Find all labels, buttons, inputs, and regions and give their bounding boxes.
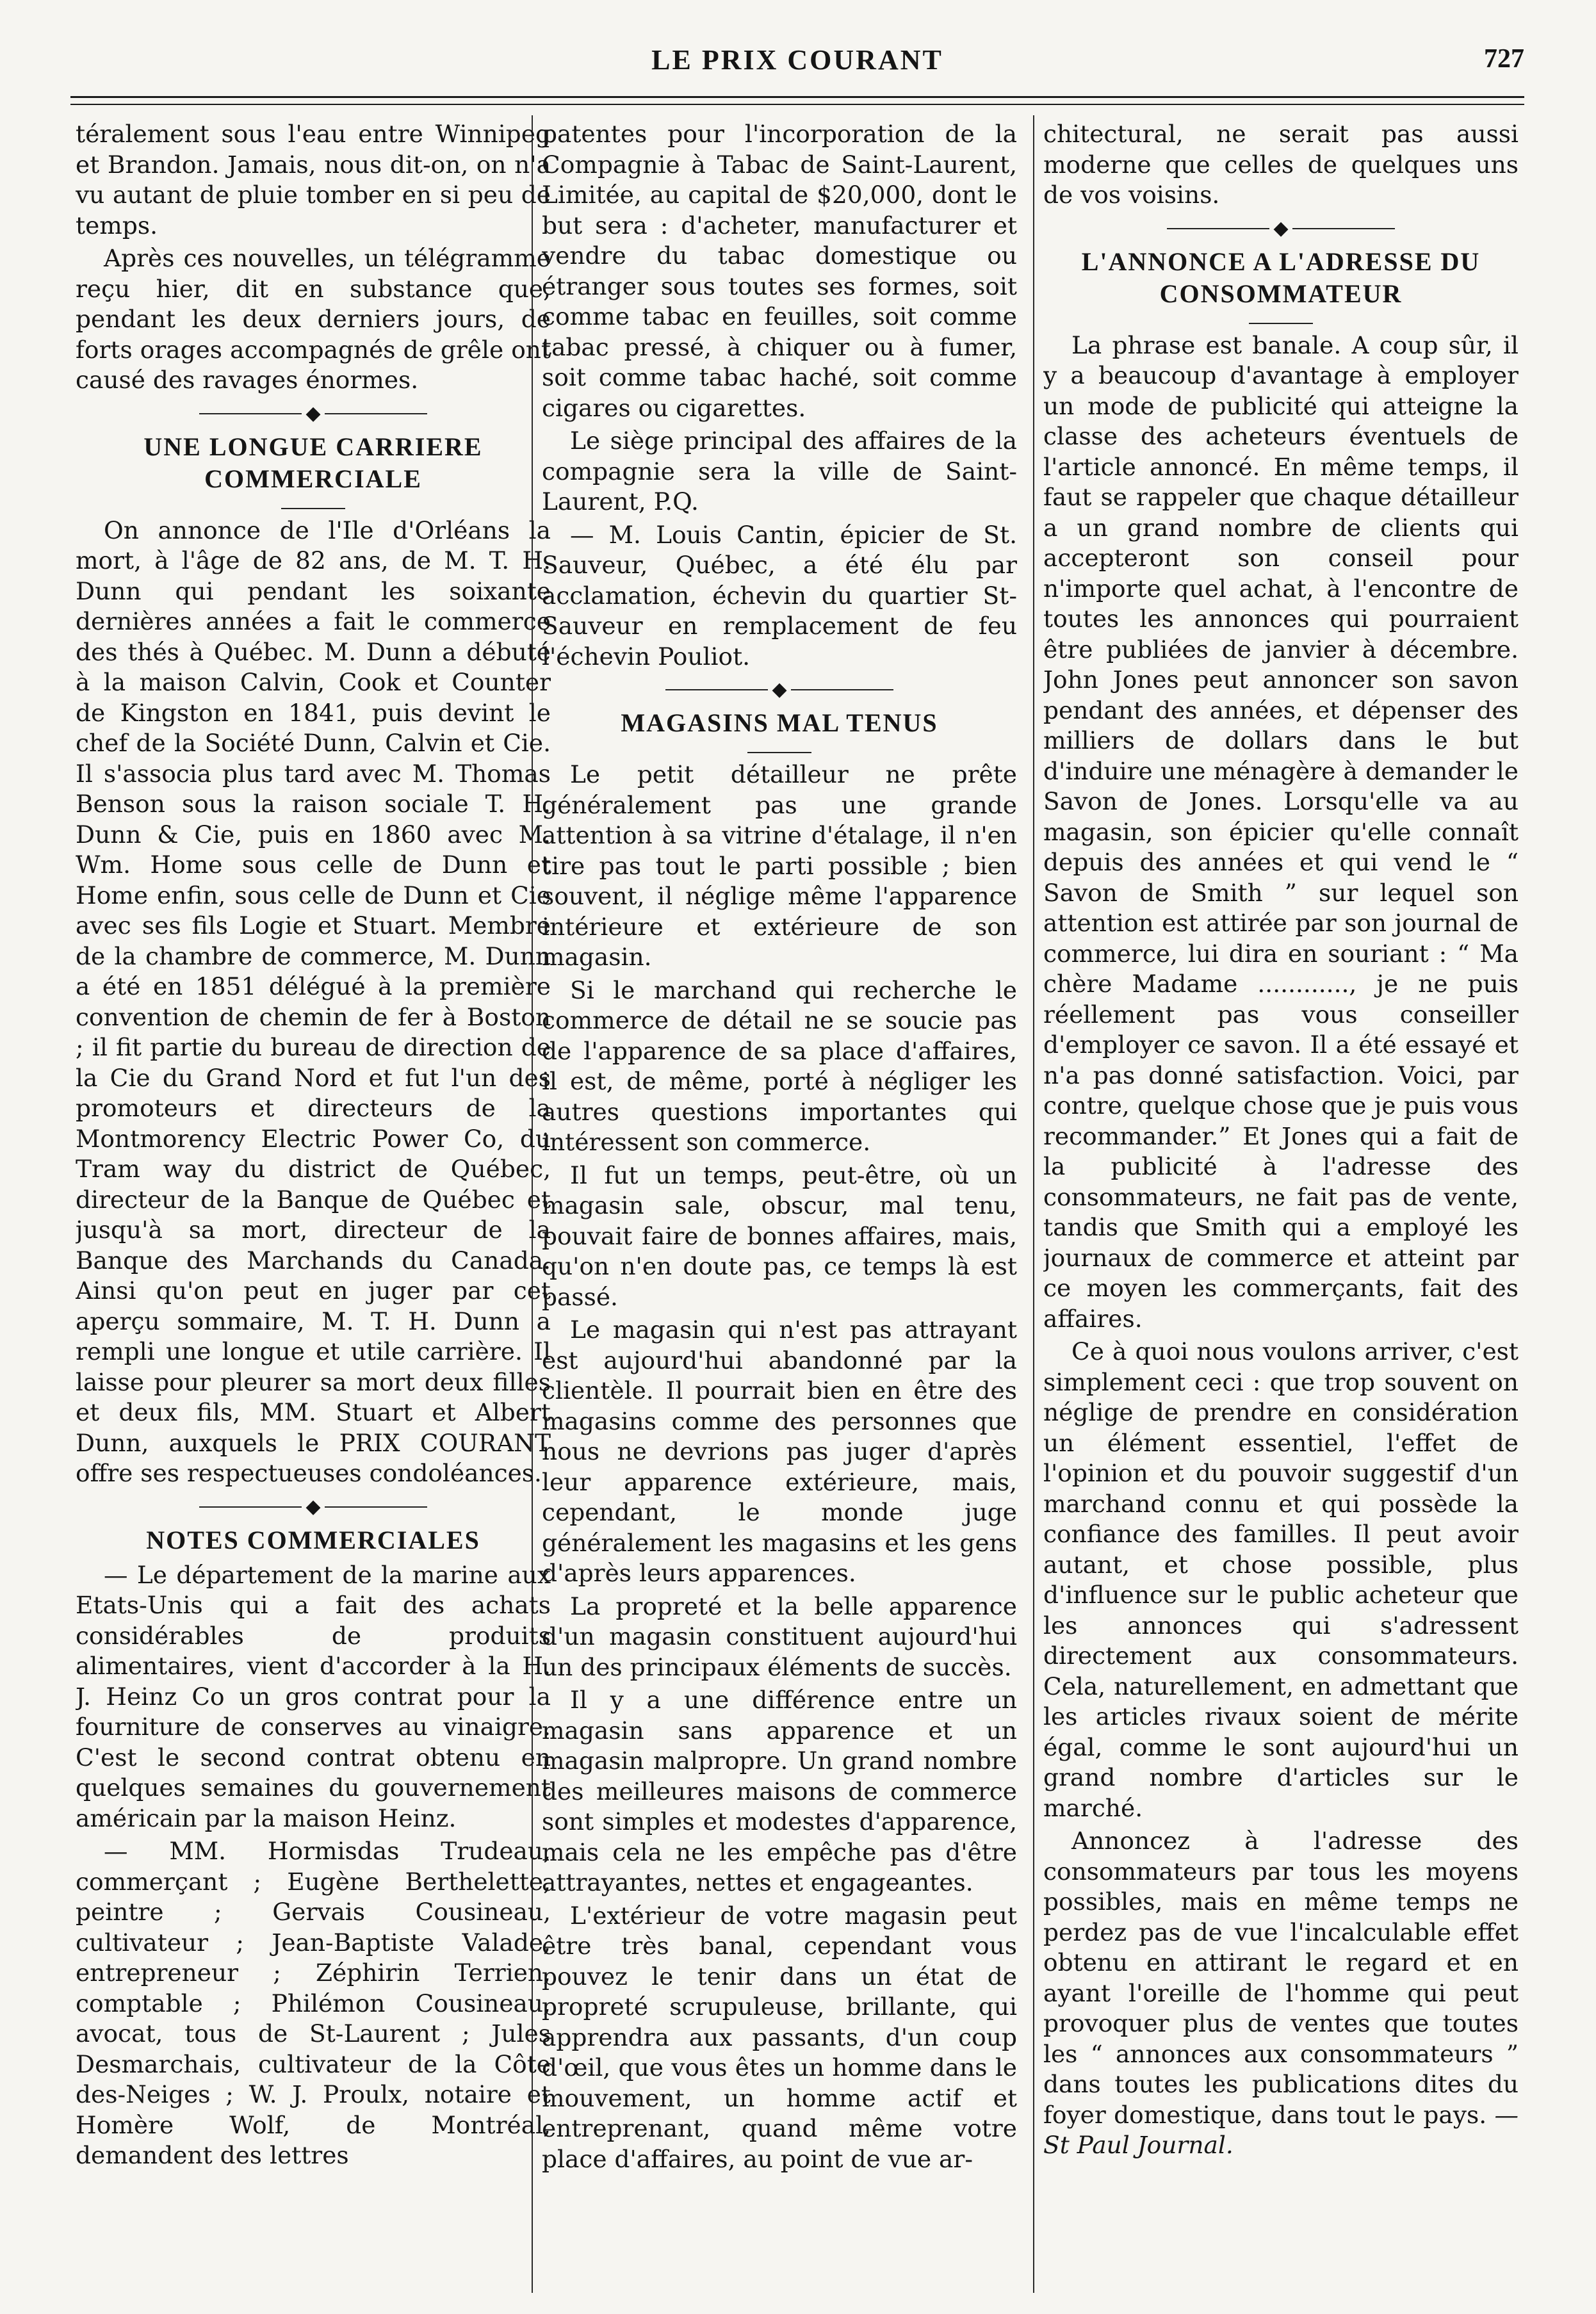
paragraph: Le magasin qui n'est pas attrayant est aujourd'hui abandonné par la clientèle. Il pourrait bien en être des magasins comme des personnes que nous ne devrions pas juger d'après leur apparence extérieure, mais, cependant, le monde juge généralement les magasins et les gens d'après leurs apparences.	[542, 1316, 1017, 1587]
ornament-diamond: ◆	[772, 678, 787, 701]
paragraph: Il y a une différence entre un magasin sans apparence et un magasin malpropre. Un grand nombre des meilleures maisons de commerce sont simples et modestes d'apparence, mais cela ne les empêche pas d'être attrayantes, nettes et engageantes.	[542, 1686, 1017, 1896]
heading-rule	[76, 496, 551, 509]
header-rule-top	[70, 96, 1524, 98]
paragraph-text: Annoncez à l'adresse des consommateurs par tous les moyens possibles, mais en même temps ne perdez pas de vue l'incalculable effet obtenu en attirant le regard et en ayant l'oreille de l'homme qui peut provoquer plus de ventes que toutes les “ annonces aux consommateurs ” dans toutes les publications dites du foyer domestique, dans tout le pays.	[1043, 1827, 1519, 2129]
column-divider-2	[1033, 115, 1034, 2293]
paragraph: Le petit détailleur ne prête généralement pas une grande attention à sa vitrine d'étalage, il n'en tire pas tout le parti possible ; bien souvent, il néglige même l'apparence intérieure et extérieure de son magasin.	[542, 760, 1017, 971]
section-ornament	[1043, 216, 1519, 241]
paragraph: La phrase est banale. A coup sûr, il y a beaucoup d'avantage à employer un mode de publicité qui atteigne la classe des acheteurs éventuels de l'article annoncé. En même temps, il faut se rappeler que chaque détailleur a un grand nombre de clients qui accepteront son conseil pour n'importe quel achat, à l'encontre de toutes les annonces qui pourraient être publiées de janvier à décembre. John Jones peut annoncer son savon pendant des années, et dépenser des milliers de dollars dans le but d'induire une ménagère à demander le Savon de Jones. Lorsqu'elle va au magasin, son épicier qu'elle connaît depuis des années et qui vend le “ Savon de Smith ” sur lequel son attention est attirée par son journal de commerce, lui dira en souriant : “ Ma chère Madame ............, je ne puis réellement pas vous conseiller d'employer ce savon. Il a été essayé et n'a pas donné satisfaction. Voici, par contre, quelque chose que je puis vous recommander.” Et Jones qui a fait de la publicité à l'adresse des consommateurs, ne fait pas de vente, tandis que Smith qui a employé les journaux de commerce et atteint par ce moyen les commerçants, fait des affaires.	[1043, 330, 1519, 1333]
heading-rule	[542, 740, 1017, 753]
article-heading: NOTES COMMERCIALES	[146, 1525, 480, 1554]
paragraph: téralement sous l'eau entre Winnipeg et Brandon. Jamais, nous dit-on, on n'a vu autant de pluie tomber en si peu de temps.	[76, 120, 551, 240]
paragraph: patentes pour l'incorporation de la Compagnie à Tabac de Saint-Laurent, Limitée, au capital de $20,000, dont le but sera : d'acheter, manufacturer et vendre du tabac domestique ou étranger sous toutes ses formes, soit comme tabac en feuilles, soit comme tabac pressé, à chiquer ou à fumer, soit comme tabac haché, soit comme cigares ou cigarettes.	[542, 120, 1017, 422]
article-heading: L'ANNONCE A L'ADRESSE DU CONSOMMATEUR	[1081, 247, 1481, 308]
ornament-diamond: ◆	[305, 1495, 321, 1518]
paragraph: Si le marchand qui recherche le commerce de détail ne se soucie pas de l'apparence de sa place d'affaires, il est, de même, porté à négliger les autres questions importantes qui intéressent son commerce.	[542, 975, 1017, 1156]
paragraph: Le siège principal des affaires de la compagnie sera la ville de Saint-Laurent, P.Q.	[542, 427, 1017, 516]
section-ornament	[76, 1494, 551, 1519]
paragraph: chitectural, ne serait pas aussi moderne que celles de quelques uns de vos voisins.	[1043, 120, 1519, 209]
heading-rule	[1043, 311, 1519, 324]
journal-title: LE PRIX COURANT	[651, 44, 943, 76]
paragraph: Après ces nouvelles, un télégramme reçu hier, dit en substance que, pendant les deux derniers jours, de forts orages accompagnés de grêle ont causé des ravages énormes.	[76, 244, 551, 394]
ornament-diamond: ◆	[305, 402, 321, 425]
article-heading: MAGASINS MAL TENUS	[621, 708, 938, 737]
page-number: 727	[1484, 44, 1524, 74]
source-signature: — St Paul Journal.	[1043, 2100, 1519, 2159]
article-heading: UNE LONGUE CARRIERE COMMERCIALE	[143, 432, 483, 493]
paragraph: — M. Louis Cantin, épicier de St. Sauveur, Québec, a été élu par acclamation, échevin du quartier St-Sauveur en remplacement de feu l'échevin Pouliot.	[542, 520, 1017, 671]
column-2	[542, 119, 1017, 2284]
paragraph: On annonce de l'Ile d'Orléans la mort, à l'âge de 82 ans, de M. T. H. Dunn qui pendant les soixante dernières années a fait le commerce des thés à Québec. M. Dunn a débuté à la maison Calvin, Cook et Counter de Kingston en 1841, puis devint le chef de la Société Dunn, Calvin et Cie. Il s'associa plus tard avec M. Thomas Benson sous la raison sociale T. H. Dunn & Cie, puis en 1860 avec M. Wm. Home sous celle de Dunn et Home enfin, sous celle de Dunn et Cie avec ses fils Logie et Stuart. Membre de la chambre de commerce, M. Dunn a été en 1851 délégué à la première convention de chemin de fer à Boston ; il fit partie du bureau de direction de la Cie du Grand Nord et fut l'un des promoteurs et directeurs de la Montmorency Electric Power Co, du Tram way du district de Québec, directeur de la Banque de Québec et jusqu'à sa mort, directeur de la Banque des Marchands du Canada. Ainsi qu'on peut en juger par cet aperçu sommaire, M. T. H. Dunn a rempli une longue et utile carrière. Il laisse pour pleurer sa mort deux filles et deux fils, MM. Stuart et Albert Dunn, auxquels le PRIX COURANT offre ses respectueuses condoléances.	[76, 516, 551, 1487]
column-1	[76, 119, 551, 2284]
page-header	[70, 40, 1524, 91]
paragraph	[1043, 1826, 1519, 2161]
header-rule-bottom	[70, 104, 1524, 105]
paragraph: — Le département de la marine aux Etats-Unis qui a fait des achats considérables de produits alimentaires, vient d'accorder à la H. J. Heinz Co un gros contrat pour la fourniture de conserves au vinaigre. C'est le second contrat obtenu en quelques semaines du gouvernement américain par la maison Heinz.	[76, 1560, 551, 1832]
paragraph: La propreté et la belle apparence d'un magasin constituent aujourd'hui un des principaux éléments de succès.	[542, 1592, 1017, 1681]
paragraph: Il fut un temps, peut-être, où un magasin sale, obscur, mal tenu, pouvait faire de bonnes affaires, mais, qu'on n'en doute pas, ce temps là est passé.	[542, 1161, 1017, 1311]
paragraph: Ce à quoi nous voulons arriver, c'est simplement ceci : que trop souvent on néglige de prendre en considération un élément essentiel, l'effet de l'opinion et du pouvoir suggestif d'un marchand connu et qui possède la confiance des familles. Il peut avoir autant, et chose possible, plus d'influence sur le public acheteur que les annonces qui s'adressent directement aux consommateurs. Cela, naturellement, en admettant que les articles rivaux soient de mérite égal, comme le sont aujourd'hui un grand nombre d'articles sur le marché.	[1043, 1337, 1519, 1822]
paragraph: — MM. Hormisdas Trudeau, commerçant ; Eugène Berthelette, peintre ; Gervais Cousineau, cultivateur ; Jean-Baptiste Valade, entrepreneur ; Zéphirin Terrien, comptable ; Philémon Cousineau, avocat, tous de St-Laurent ; Jules Desmarchais, cultivateur de la Côte des-Neiges ; W. J. Proulx, notaire et Homère Wolf, de Montréal, demandent des lettres	[76, 1837, 551, 2169]
section-ornament	[76, 401, 551, 426]
section-ornament	[542, 677, 1017, 702]
ornament-diamond: ◆	[1273, 216, 1289, 240]
paragraph: L'extérieur de votre magasin peut être très banal, cependant vous pouvez le tenir dans un état de propreté scrupuleuse, brillante, qui apprendra aux passants, d'un coup d'œil, que vous êtes un homme dans le mouvement, un homme actif et entreprenant, quand même votre place d'affaires, au point de vue ar-	[542, 1901, 1017, 2173]
column-3	[1043, 119, 1519, 2284]
